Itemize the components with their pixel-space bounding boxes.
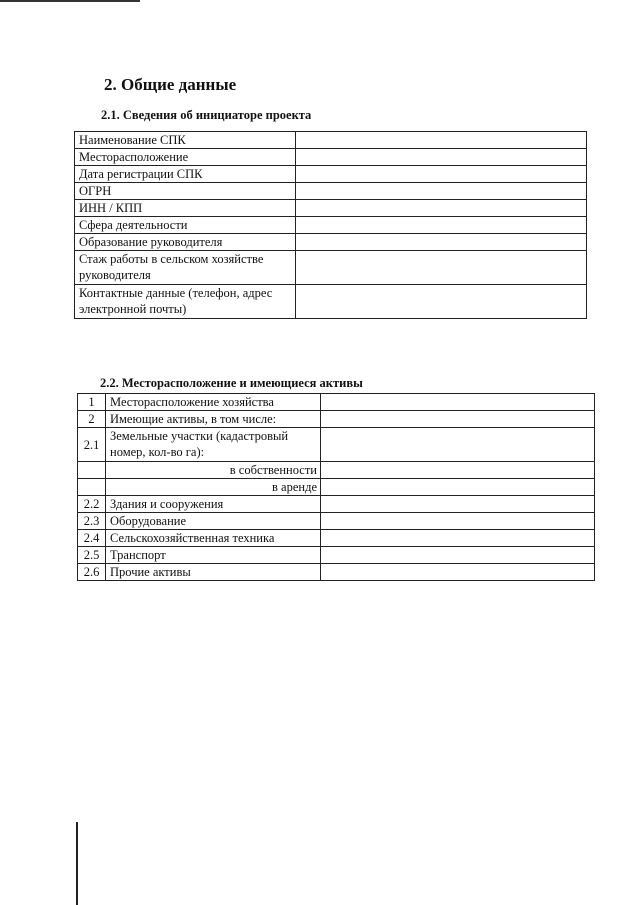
row-label: в собственности: [106, 462, 321, 479]
row-value-cell[interactable]: [321, 479, 595, 496]
row-number: 2.5: [78, 547, 106, 564]
table-row: [78, 428, 595, 462]
row-value-cell[interactable]: [321, 411, 595, 428]
row-number: 2.3: [78, 513, 106, 530]
table-row: [75, 166, 587, 183]
row-label: Месторасположение хозяйства: [106, 394, 321, 411]
row-label: Здания и сооружения: [106, 496, 321, 513]
table-row: [78, 564, 595, 581]
table-row: [78, 530, 595, 547]
top-rule: [0, 0, 140, 2]
row-value-cell[interactable]: [321, 462, 595, 479]
table-row: [75, 132, 587, 149]
table-row: [78, 479, 595, 496]
row-value-cell[interactable]: [296, 234, 587, 251]
row-label: Образование руководителя: [75, 234, 296, 251]
row-value-cell[interactable]: [296, 200, 587, 217]
table-row: [75, 234, 587, 251]
row-number: 2.6: [78, 564, 106, 581]
row-label: в аренде: [106, 479, 321, 496]
row-label: Транспорт: [106, 547, 321, 564]
left-margin-rule: [76, 822, 78, 905]
table-row: [78, 462, 595, 479]
row-value-cell[interactable]: [296, 166, 587, 183]
row-number: 2.2: [78, 496, 106, 513]
row-label: ОГРН: [75, 183, 296, 200]
row-label: Имеющие активы, в том числе:: [106, 411, 321, 428]
row-value-cell[interactable]: [296, 217, 587, 234]
table-row: [78, 411, 595, 428]
table-row: [78, 394, 595, 411]
row-value-cell[interactable]: [321, 428, 595, 462]
row-label: Земельные участки (кадастровый номер, кол-во га):: [106, 428, 321, 462]
row-number: 2.4: [78, 530, 106, 547]
row-value-cell[interactable]: [296, 251, 587, 285]
row-label: Контактные данные (телефон, адрес электронной почты): [75, 285, 296, 319]
initiator-section-title: 2.1. Сведения об инициаторе проекта: [101, 108, 312, 122]
row-value-cell[interactable]: [296, 149, 587, 166]
row-number: 1: [78, 394, 106, 411]
row-label: Сельскохозяйственная техника: [106, 530, 321, 547]
row-value-cell[interactable]: [296, 285, 587, 319]
row-number: 2.1: [78, 428, 106, 462]
table-row: [75, 217, 587, 234]
table-row: [75, 285, 587, 319]
table-row: [75, 149, 587, 166]
row-label: Стаж работы в сельском хозяйстве руководителя: [75, 251, 296, 285]
row-label: ИНН / КПП: [75, 200, 296, 217]
row-label: Сфера деятельности: [75, 217, 296, 234]
row-label: Прочие активы: [106, 564, 321, 581]
row-value-cell[interactable]: [296, 183, 587, 200]
row-label: Месторасположение: [75, 149, 296, 166]
assets-section-title: 2.2. Месторасположение и имеющиеся активы: [100, 376, 363, 390]
row-value-cell[interactable]: [296, 132, 587, 149]
table-row: [78, 496, 595, 513]
initiator-table: [74, 131, 587, 319]
table-row: [75, 183, 587, 200]
row-number: [78, 479, 106, 496]
section-title: 2. Общие данные: [104, 75, 237, 94]
table-row: [75, 251, 587, 285]
row-value-cell[interactable]: [321, 394, 595, 411]
row-value-cell[interactable]: [321, 547, 595, 564]
table-row: [78, 547, 595, 564]
row-label: Дата регистрации СПК: [75, 166, 296, 183]
row-number: 2: [78, 411, 106, 428]
row-label: Наименование СПК: [75, 132, 296, 149]
row-value-cell[interactable]: [321, 530, 595, 547]
row-value-cell[interactable]: [321, 513, 595, 530]
table-row: [78, 513, 595, 530]
row-value-cell[interactable]: [321, 564, 595, 581]
table-row: [75, 200, 587, 217]
row-number: [78, 462, 106, 479]
row-label: Оборудование: [106, 513, 321, 530]
assets-table: [77, 393, 595, 581]
row-value-cell[interactable]: [321, 496, 595, 513]
